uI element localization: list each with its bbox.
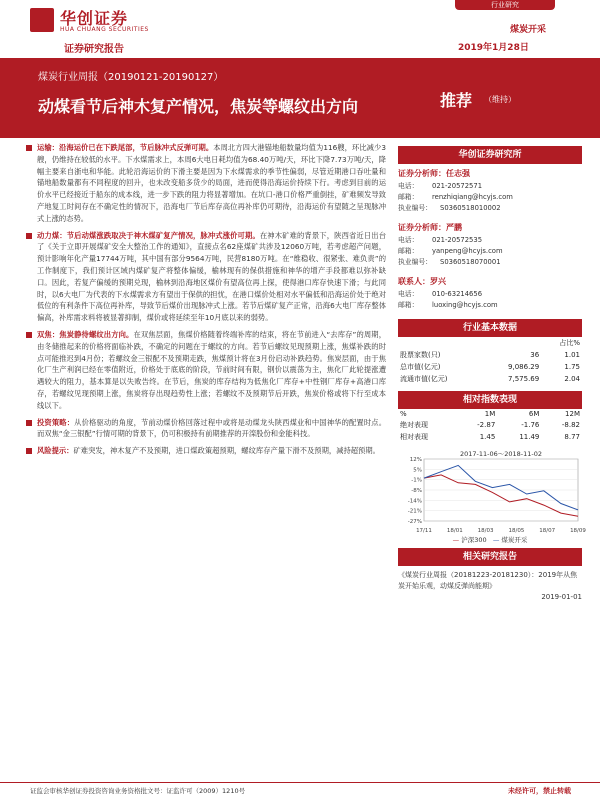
info-label: 邮箱：: [398, 247, 419, 255]
contact-title: 联系人：: [398, 277, 430, 286]
bullet-lead: 投资策略：: [37, 417, 75, 427]
bullet-item: [26, 445, 386, 457]
performance-table: [398, 409, 582, 443]
analyst-1-info: [398, 181, 582, 214]
y-tick-label: -8%: [411, 488, 422, 494]
table-cell: -1.76: [521, 421, 540, 429]
table-cell: 2.04: [564, 375, 580, 383]
legend-label: 煤炭开采: [501, 536, 528, 544]
info-label: 执业编号：: [398, 204, 432, 212]
bullet-square-icon: [26, 420, 32, 426]
phone-value: 010-63214656: [432, 290, 483, 298]
bullet-text: [37, 417, 386, 441]
table-cell: 总市值(亿元): [400, 363, 441, 371]
related-report-link[interactable]: 《煤炭行业周报（20181223-20181230）：2019年从焦炭开始乐观，动煤反弹尚能期》: [398, 571, 578, 590]
x-tick-label: 17/11: [416, 528, 432, 534]
rating-label: 推荐: [440, 91, 473, 110]
industry-data-header: 行业基本数据: [398, 319, 582, 337]
y-tick-label: -27%: [407, 519, 422, 525]
table-header-cell: 1M: [484, 410, 496, 418]
table-row: [398, 361, 582, 373]
info-label: 电话：: [398, 182, 419, 190]
series-line-2: [424, 465, 578, 510]
summary-bullets: [26, 142, 386, 462]
y-tick-label: -1%: [411, 477, 422, 484]
email-value[interactable]: yanpeng@hcyjs.com: [432, 247, 503, 255]
table-cell: 1.45: [479, 433, 496, 441]
contact-name: [398, 276, 582, 287]
info-label: 电话：: [398, 236, 419, 244]
bullet-body: 在神木矿难的背景下，陕西省近日出台了《关于立即开展煤矿安全大整治工作的通知》，直接点名62座煤矿共涉及12060万吨，若考虑超产问题，预计影响年化产量17744万吨，其中国有部分9564万吨，民营8180万吨。在“维稳收、很紧张、难负责”的工作制度下，我们预计区域内煤矿复产将整体偏缓，榆林现有的保供措施和神华的增产手段都难以弥补缺口。因此，若复产偏缓的预期兑现，榆林到沿海地区煤价有望高位再上探，使得港口库存快速下滑；与此同时，以6大电厂为代表的下水煤需求方有望出于保供的担忧，在港口煤价处相对水平偏低和沿海运价处于绝对低位的有利条件下高位再补库，导致节后煤价出现脉冲式上涨。若节后煤矿复产正常，沿海6大电厂库存整体偏高，补库需求料将被显著抑制，煤价或将延续至年10月底以来的弱势。: [37, 230, 387, 323]
institute-header: 华创证券研究所: [398, 146, 582, 164]
bullet-square-icon: [26, 448, 32, 454]
info-label: 执业编号：: [398, 258, 432, 266]
report-category-label: 行业研究: [491, 1, 519, 9]
footer-copyright: 未经许可，禁止转载: [508, 787, 571, 795]
weekly-period: 煤炭行业周报（20190121-20190127）: [38, 72, 224, 83]
email-value[interactable]: luoxing@hcyjs.com: [432, 301, 498, 309]
table-cell: 8.77: [564, 433, 580, 441]
table-cell: 相对表现: [400, 433, 428, 441]
phone-value: 021-20572571: [432, 182, 483, 190]
table-header-cell: [483, 337, 541, 349]
bullet-item: [26, 329, 386, 412]
info-label: 邮箱：: [398, 193, 419, 201]
footer-license: 证监会审核华创证券投资咨询业务资格批文号：证监许可（2009）1210号: [30, 787, 246, 795]
table-header-cell: 占比%: [559, 339, 580, 347]
x-tick-label: 18/05: [508, 528, 525, 534]
table-row: [398, 349, 582, 361]
info-label: 邮箱：: [398, 301, 419, 309]
bullet-square-icon: [26, 332, 32, 338]
email-value[interactable]: renzhiqiang@hcyjs.com: [432, 193, 513, 201]
y-tick-label: 12%: [409, 457, 422, 463]
y-tick-label: -21%: [407, 508, 422, 515]
bullet-square-icon: [26, 233, 32, 239]
analyst-1-name: [398, 168, 582, 179]
company-logo-mark: [30, 8, 54, 32]
contact-info: [398, 289, 582, 311]
table-cell: 11.49: [519, 433, 540, 441]
bullet-lead: 动力煤：节后动煤涨跌取决于神木煤矿复产情况，脉冲式涨价可期。: [37, 230, 260, 240]
info-label: 电话：: [398, 290, 419, 298]
bullet-lead: 风险提示：: [37, 446, 74, 456]
contact-person: 罗兴: [430, 277, 446, 286]
bullet-text: [37, 142, 386, 225]
bullet-square-icon: [26, 145, 32, 151]
analyst-name: 任志强: [446, 169, 470, 178]
legend-label: 沪深300: [461, 536, 487, 544]
x-tick-label: 18/03: [477, 528, 494, 534]
x-tick-label: 18/07: [539, 528, 556, 534]
table-row: [398, 373, 582, 385]
phone-value: 021-20572535: [432, 236, 483, 244]
footer-divider: [0, 782, 600, 783]
table-cell: -8.82: [561, 421, 580, 429]
x-tick-label: 18/01: [446, 528, 463, 534]
company-logo-english: HUA CHUANG SECURITIES: [60, 26, 149, 33]
performance-header: 相对指数表现: [398, 391, 582, 409]
table-row: [398, 419, 582, 431]
table-cell: 1.75: [564, 363, 580, 371]
series-line-1: [424, 475, 578, 516]
bullet-body: 矿难突发，神木复产不及预期，进口煤政策超预期，螺纹库存产量下滑不及预期，减持超预期。: [73, 446, 380, 456]
performance-chart: [398, 447, 586, 535]
sector-label: 煤炭开采: [510, 25, 547, 35]
bullet-item: [26, 142, 386, 225]
legend-swatch-icon: —: [492, 536, 500, 544]
industry-data-table: [398, 337, 582, 385]
bullet-body: 从价格驱动的角度，节前动煤价格回落过程中或将是动煤龙头陕西煤业和中国神华的配置时点。而双焦“金三银配”行情可期的背景下，仍可积极持有前期推荐的开滦股份和金能科技。: [37, 417, 387, 439]
chart-title: 2017-11-06～2018-11-02: [459, 450, 543, 458]
bullet-lead: 运输：沿海运价已在下跌尾部，节后脉冲式反弹可期。: [37, 143, 214, 152]
table-cell: -2.87: [477, 421, 496, 429]
chart-legend: [398, 535, 582, 544]
bullet-lead: 双焦：焦炭静待螺纹出方向。: [37, 329, 134, 339]
table-cell: 7,575.69: [508, 375, 540, 383]
analyst-panel: [398, 146, 586, 603]
analyst-name: 严鹏: [446, 223, 462, 232]
table-cell: 9,086.29: [508, 363, 540, 371]
table-header-cell: [398, 337, 483, 349]
table-cell: 绝对表现: [400, 421, 428, 429]
table-header-cell: 6M: [528, 410, 540, 418]
bullet-body: 本周北方四大港锚地船数量均值为116艘，环比减少3艘，仍维持在较低的水平。下水煤需求上，本周6大电日耗均值为68.40万吨/天，环比下降7.73万吨/天，降幅主要来自浙电和华能。此轮沿海运价的下滑主要是因为下水煤需求的季节性偏弱，尽管近期港口吞吐量和锚地船数量都有不同程度的回升，也未改变船多货少的局面，进而使得沿海运价持续下行。考虑到目前的运价水平已经接近于船东的成本线，进一步下跌的阻力将显著增加。在坑口-港口价格严重倒挂，矿难频发导致产地复工时间存在不确定性的情况下，沿海电厂节后库存高位再补库仍可期待，沿海运价有望随之呈现脉冲式上涨的态势。: [37, 143, 386, 223]
x-tick-label: 18/09: [570, 528, 586, 534]
table-header-cell: %: [400, 410, 407, 418]
report-category-tab: [455, 0, 555, 10]
related-reports-header: 相关研究报告: [398, 548, 582, 566]
y-tick-label: -14%: [407, 498, 422, 505]
table-cell: 流通市值(亿元): [400, 375, 448, 383]
table-header-row: [398, 337, 582, 349]
company-logo-text: 华创证券: [60, 9, 129, 28]
table-cell: 36: [530, 351, 540, 359]
table-cell: 股票家数(只): [400, 351, 441, 359]
table-cell: 1.01: [564, 351, 580, 359]
bullet-text: [37, 230, 386, 324]
y-tick-label: 5%: [413, 467, 422, 474]
table-header-cell: 12M: [565, 410, 580, 418]
report-date: 2019年1月28日: [458, 43, 529, 53]
analyst-title: 证券分析师：: [398, 223, 446, 232]
report-type: 证券研究报告: [64, 44, 124, 55]
license-value: S0360518010002: [440, 204, 501, 212]
table-header-row: [398, 409, 582, 419]
bullet-text: [37, 329, 386, 412]
analyst-2-info: [398, 235, 582, 268]
rating-sub: （维持）: [484, 95, 516, 104]
legend-swatch-icon: —: [452, 536, 460, 544]
license-value: S0360518070001: [440, 258, 501, 266]
table-row: [398, 431, 582, 443]
bullet-item: [26, 417, 386, 441]
bullet-item: [26, 230, 386, 324]
analyst-2-name: [398, 222, 582, 233]
bullet-body: 在双焦层面，焦煤价格随着终端补库的结束，将在节前进入“去库存”的周期，由冬储推起来的价格将面临补跌，不确定的问题在于螺纹的方向。若节后螺纹见现预期上涨，焦煤补跌的时点可能推迟到4月份；若螺纹金三银配不及预期走跌，焦煤预计将在3月份启动补跌趋势。焦炭层面，由于焦化厂生产利润已经在零值附近，价格处于底底的阶段，节前时间有限，钢价以震荡为主，焦化厂此轮提涨遭遇较大的阻力，基本算是以失败告终。在节后，焦炭的库存结构为低焦化厂库存+中性钢厂库存+高港口库存，若螺纹见现预期上涨，焦炭将存出现趋势性上涨；若螺纹不及预期节后开跌，焦炭价格或将下行至成本线以下。: [37, 329, 387, 410]
analyst-title: 证券分析师：: [398, 169, 446, 178]
bullet-text: [37, 445, 380, 457]
related-report-date: 2019-01-01: [541, 593, 582, 601]
report-headline: 动煤看节后神木复产情况，焦炭等螺纹出方向: [38, 97, 359, 116]
